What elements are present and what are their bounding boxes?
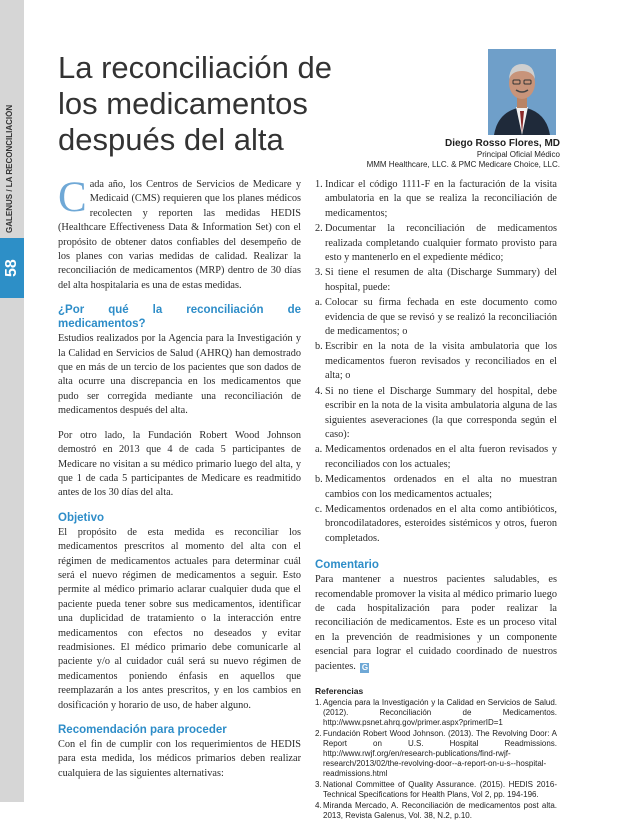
- list-item: [315, 443, 557, 472]
- list-marker: a.: [315, 444, 323, 456]
- reference-number: 1.: [315, 698, 322, 707]
- list-item: [315, 385, 557, 443]
- list-item: [315, 503, 557, 546]
- list-item: [315, 296, 557, 339]
- author-role: Principal Oficial Médico: [476, 150, 560, 159]
- author-block: [367, 137, 560, 170]
- list-marker: b.: [315, 341, 323, 353]
- drop-cap: C: [58, 174, 87, 221]
- paragraph-ahrq: Estudios realizados por la Agencia para la Investigación y la Calidad en Servicios de Salud (AHRQ) han demostrado que en más de un tercio de los pacientes que son dados de alta ocurre una discrepancia en los medicamentos que pudo ser corregida mediante una reconciliación de medicamentos después del alta.: [58, 333, 301, 417]
- paragraph-comment: [315, 573, 557, 674]
- page-number: 58: [3, 259, 20, 277]
- reference-text: Miranda Mercado, A. Reconciliación de medicamentos post alta. 2013, Revista Galenus, Vol. 38, N.2, p.10.: [323, 801, 557, 820]
- list-marker: a.: [315, 297, 323, 309]
- list-item: [315, 473, 557, 502]
- references-title: Referencias: [315, 686, 364, 696]
- paragraph-recommendation: Con el fin de cumplir con los requerimientos de HEDIS para esta medida, los médicos primarios deben realizar cualquiera de las siguientes alternativas:: [58, 739, 301, 779]
- list-text: Medicamentos ordenados en el alta como antibióticos, broncodilatadores, esteroides sistémicos y otros, fueron completados.: [325, 503, 557, 544]
- comment-text: Para mantener a nuestros pacientes saludables, es recomendable promover la visita al médico primario luego de cada hospitalización para poder realizar la reconciliación de medicamentos. Este es un proceso vital en la prevención de readmisiones y un componente esencial para lograr el cuidado coordinado de nuestros pacientes.: [315, 574, 557, 672]
- reference-item: [315, 801, 557, 821]
- list-item: [315, 340, 557, 383]
- list-marker: c.: [315, 503, 323, 515]
- heading-objective: Objetivo: [58, 511, 105, 524]
- end-mark-icon: [360, 663, 369, 673]
- list-text: Documentar la reconciliación de medicamentos realizada completando cualquier formato provisto para esto y mantenerlo en el expediente médico;: [325, 223, 557, 264]
- paragraph-rwjf: Por otro lado, la Fundación Robert Wood Johnson demostró en 2013 que 4 de cada 5 participantes de Medicare no visitan a su médico primario luego del alta, y que 1 de cada 5 participantes de Medicare es readmitido antes de los 30 días del alta.: [58, 429, 301, 499]
- article-title: La reconciliación de los medicamentos después del alta: [58, 50, 333, 157]
- reference-item: [315, 698, 557, 728]
- reference-number: 3.: [315, 780, 322, 789]
- alternatives-list: [315, 178, 557, 546]
- paragraph-objective: El propósito de esta medida es reconciliar los medicamentos prescritos al momento del alta con el régimen de medicamentos actuales para determinar cuál será el nuevo régimen de medicamentos a seguir. Esto permite al médico primario aclarar cualquier duda que el paciente pueda tener sobre sus medicamentos, identificar una duplicidad de tratamiento o la interacción entre medicamentos con efectos no deseados y evitar readmisiones. El médico primario debe comunicarle al paciente y/o al cuidador cuál será su nuevo régimen de medicamentos poniendo énfasis en aquellos que reemplazarán a los antes prescritos, y en los cambios en dosificación y horario de uso, de haber alguno.: [58, 526, 301, 711]
- intro-text: ada año, los Centros de Servicios de Medicare y Medicaid (CMS) requieren que los planes médicos recolecten y reporten las medidas HEDIS (Healthcare Effectiveness Data & Information Set) con el propósito de obtener datos confiables del desempeño de los planes con varias medidas de calidad. Realizar la reconciliación de medicamentos (MRP) dentro de 30 días del alta hospitalaria es una de estas medidas.: [58, 179, 301, 291]
- list-marker: 3.: [315, 267, 323, 279]
- right-column: [315, 178, 557, 822]
- reference-number: 2.: [315, 729, 322, 738]
- list-item: [315, 222, 557, 265]
- section-label: GALENUS / LA RECONCILIACIÓN: [5, 104, 14, 233]
- end-mark-letter: G: [361, 662, 369, 672]
- heading-why: ¿Por qué la reconciliación de medicamentos?: [58, 304, 301, 331]
- reference-number: 4.: [315, 801, 322, 810]
- intro-paragraph: [58, 174, 301, 293]
- list-item: [315, 266, 557, 295]
- author-portrait-icon: [488, 49, 556, 135]
- list-text: Medicamentos ordenados en el alta no muestran cambios con los medicamentos actuales;: [325, 474, 557, 500]
- list-text: Si no tiene el Discharge Summary del hospital, debe escribir en la nota de la visita ambulatoria alguna de las siguientes aseveraciones (la que corresponda según el caso):: [325, 385, 557, 440]
- author-affiliation: MMM Healthcare, LLC. & PMC Medicare Choice, LLC.: [366, 160, 560, 169]
- list-marker: b.: [315, 474, 323, 486]
- author-photo: [488, 49, 556, 135]
- reference-item: [315, 780, 557, 800]
- reference-item: [315, 729, 557, 779]
- references: [315, 686, 557, 821]
- list-text: Indicar el código 1111-F en la facturación de la visita ambulatoria en la que se realiza la reconciliación de medicamentos;: [325, 179, 557, 219]
- list-text: Si tiene el resumen de alta (Discharge Summary) del hospital, puede:: [325, 267, 557, 293]
- heading-recommendation: Recomendación para proceder: [58, 724, 227, 736]
- reference-text: National Committee of Quality Assurance. (2015). HEDIS 2016-Technical Specifications for Health Plans, Vol 2, pp. 194-196.: [323, 780, 557, 799]
- list-marker: 2.: [315, 223, 323, 235]
- list-text: Escribir en la nota de la visita ambulatoria que los medicamentos fueron revisados y reconciliados en el alta; o: [325, 341, 557, 382]
- author-name: Diego Rosso Flores, MD: [444, 138, 560, 149]
- reference-text: Agencia para la Investigación y la Calidad en Servicios de Salud. (2012). Reconciliación de Medicamentos. http://www.psnet.ahrq.gov/primer.aspx?primerID=1: [323, 698, 557, 727]
- list-marker: 1.: [315, 179, 323, 190]
- list-item: [315, 178, 557, 221]
- heading-comment: Comentario: [315, 559, 379, 572]
- list-text: Colocar su firma fechada en este documento como evidencia de que se revisó y se realizó la reconciliación de medicamentos; o: [325, 297, 557, 338]
- left-column: [58, 174, 301, 791]
- list-text: Medicamentos ordenados en el alta fueron revisados y reconciliados con los actuales;: [325, 444, 557, 470]
- reference-text: Fundación Robert Wood Johnson. (2013). The Revolving Door: A Report on U.S. Hospital Readmissions. http://www.rwjf.org/en/research-publications/find-rwjf-research/2013/02/the-revolving-door--a-report-on-u-s--hospital-readmissions.html: [323, 729, 557, 778]
- list-marker: 4.: [315, 385, 323, 397]
